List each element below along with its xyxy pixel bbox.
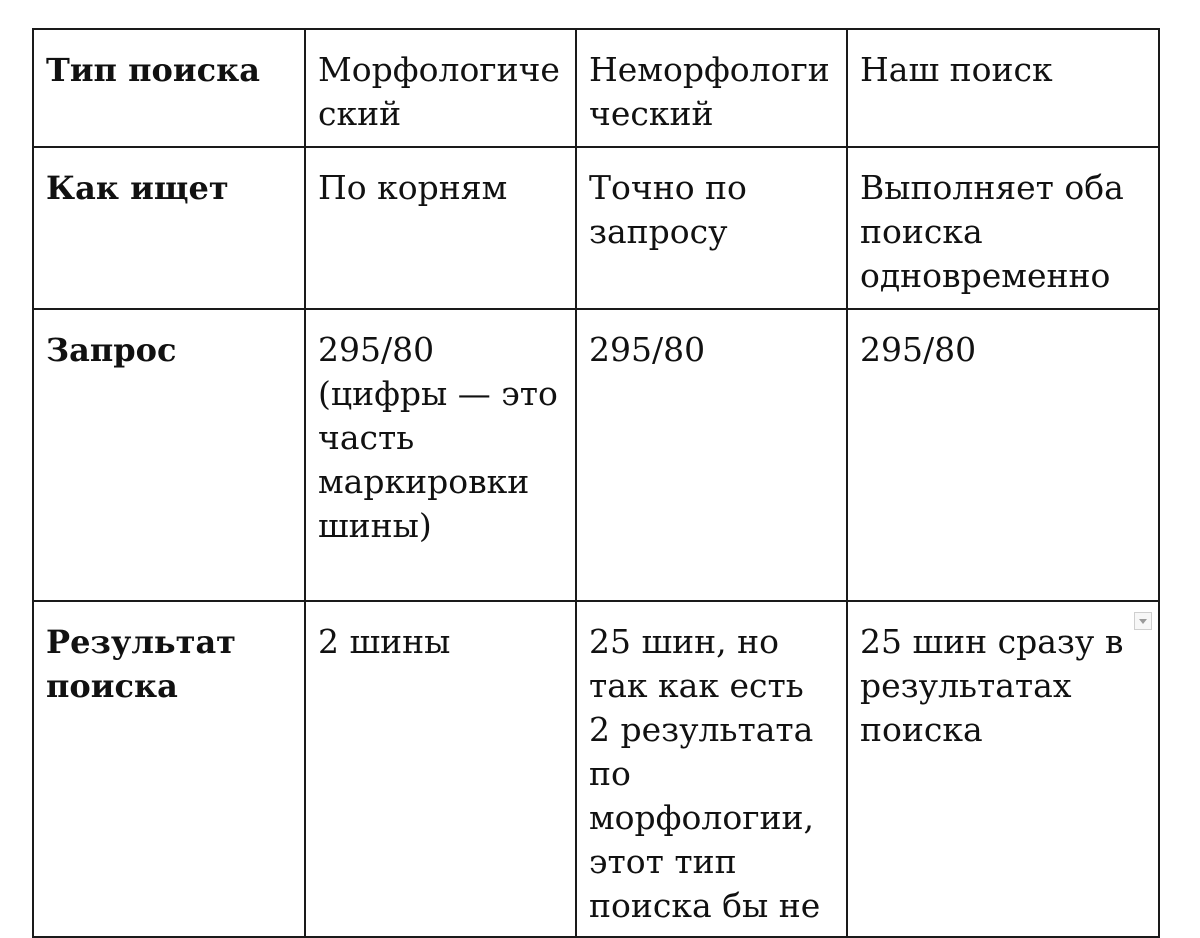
table-cell[interactable] xyxy=(576,601,847,937)
table-cell[interactable] xyxy=(576,147,847,309)
cell-text: 295/80 (цифры — это часть маркировки шины) xyxy=(318,330,558,545)
cell-text: 25 шин сразу в результатах поиска xyxy=(860,622,1124,749)
cell-text: Выполняет оба поиска одновременно xyxy=(860,168,1124,295)
cell-text: 295/80 xyxy=(589,330,706,369)
row-header-text: Как ищет xyxy=(46,169,229,207)
row-header-text: Результат поиска xyxy=(46,623,236,705)
cell-text: Наш поиск xyxy=(860,50,1053,89)
table-cell[interactable] xyxy=(847,29,1159,147)
cell-text: Точно по запросу xyxy=(589,168,747,251)
table-row-query xyxy=(33,309,1159,601)
table-row-how-it-searches xyxy=(33,147,1159,309)
cell-text: Неморфологический xyxy=(589,50,830,133)
table-cell[interactable] xyxy=(305,147,576,309)
table-row-search-type xyxy=(33,29,1159,147)
table-cell[interactable] xyxy=(305,309,576,601)
cell-text: 295/80 xyxy=(860,330,977,369)
row-header-text: Запрос xyxy=(46,331,177,369)
table-cell[interactable] xyxy=(305,29,576,147)
table-row-search-result xyxy=(33,601,1159,937)
row-header-cell[interactable] xyxy=(33,29,305,147)
row-header-cell[interactable] xyxy=(33,309,305,601)
table-cell[interactable] xyxy=(576,29,847,147)
cell-text: По корням xyxy=(318,168,508,207)
row-header-cell[interactable] xyxy=(33,147,305,309)
cell-text: Морфологический xyxy=(318,50,560,133)
comparison-table-container xyxy=(32,28,1158,938)
row-header-text: Тип поиска xyxy=(46,51,260,89)
table-cell[interactable] xyxy=(576,309,847,601)
cell-text: 2 шины xyxy=(318,622,451,661)
cell-text: 25 шин, но так как есть 2 результата по морфологии, этот тип поиска бы не xyxy=(589,622,821,925)
search-comparison-table xyxy=(32,28,1160,938)
table-cell[interactable] xyxy=(305,601,576,937)
row-header-cell[interactable] xyxy=(33,601,305,937)
table-cell[interactable] xyxy=(847,601,1159,937)
chevron-down-icon[interactable] xyxy=(1134,612,1152,630)
table-cell[interactable] xyxy=(847,309,1159,601)
table-cell[interactable] xyxy=(847,147,1159,309)
